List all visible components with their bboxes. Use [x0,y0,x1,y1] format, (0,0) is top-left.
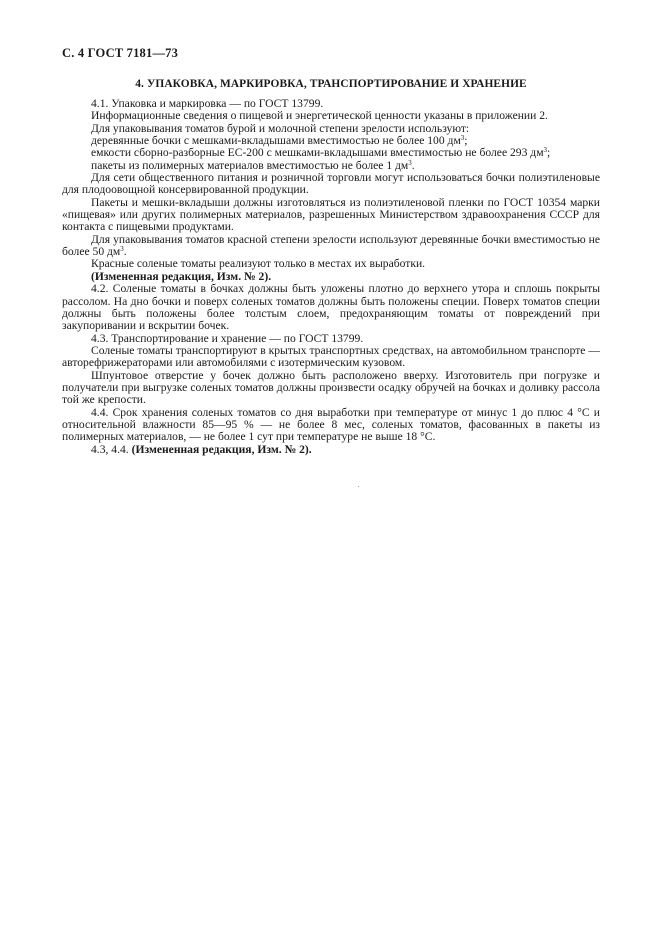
section-title: 4. УПАКОВКА, МАРКИРОВКА, ТРАНСПОРТИРОВАНИЕ И ХРАНЕНИЕ [135,78,527,90]
paragraph-bung: Шпунтовое отверстие у бочек должно быть расположено вверху. Изготовитель при погрузке и получатели при выгрузке соленых томатов должны произвести осадку обручей на бочках и доливку рассола той же крепости. [62,368,600,407]
paragraph-4-1: 4.1. Упаковка и маркировка — по ГОСТ 13799. [91,97,324,110]
paragraph-4-3: 4.3. Транспортирование и хранение — по ГОСТ 13799. [91,331,364,345]
paragraph-red: Для упаковывания томатов красной степени зрелости используют деревянные бочки вместимостью не более 50 $дм^3$. [62,232,600,259]
amendment-note-1: (Измененная редакция, Изм. № 2). [91,269,272,283]
paragraph-film: Пакеты и мешки-вкладыши должны изготовляться из полиэтиленовой пленки по ГОСТ 10354 марки «пищевая» или других полимерных материалов, разрешенных Министерством здравоохранения СССР для контакта с пищевыми продуктами. [62,195,600,234]
list-item-packets: пакеты из полимерных материалов вместимостью не более 1 $дм^3$. [91,158,415,172]
paragraph-4-2: 4.2. Соленые томаты в бочках должны быть уложены плотно до верхнего утора и сплошь покрыты рассолом. На дно бочки и поверх соленых томатов должны быть положены специи. Поверх томатов специи должны быть положены более толстым слоем, предохраняющим томаты от повреждений при закупоривании и вскрытии бочек. [62,282,600,333]
section-body [62,97,600,456]
page-header: С. 4 ГОСТ 7181—73 [62,46,179,60]
paragraph-transport: Соленые томаты транспортируют в крытых транспортных средствах, на автомобильном транспорте — авторефрижераторами или автомобилями с изотермическим кузовом. [62,343,600,370]
list-item-barrels: деревянные бочки с мешками-вкладышами вместимостью не более 100 $дм^3$; [91,134,468,148]
list-item-containers: емкости сборно-разборные ЕС-200 с мешками-вкладышами вместимостью не более 293 $дм^3$; [91,146,551,160]
amendment-note-2: 4.3, 4.4. (Измененная редакция, Изм. № 2). [91,442,312,456]
paragraph-catering: Для сети общественного питания и розничной торговли могут использоваться бочки полиэтиленовые для плодоовощной консервированной продукции. [62,171,600,197]
paragraph-info: Информационные сведения о пищевой и энергетической ценности указаны в приложении 2. [91,109,548,123]
scan-speck [358,486,359,487]
paragraph-4-4: 4.4. Срок хранения соленых томатов со дня выработки при температуре от минус 1 до плюс 4 °С и относительной влажности 85—95 % — не более 8 мес, соленых томатов, фасованных в пакеты из полимерных материалов, — не более 1 сут при температуре не выше 18 °С. [62,405,600,444]
paragraph-red-sale: Красные соленые томаты реализуют только в местах их выработки. [91,257,426,271]
paragraph-brown-milk: Для упаковывания томатов бурой и молочной степени зрелости используют: [91,121,470,135]
